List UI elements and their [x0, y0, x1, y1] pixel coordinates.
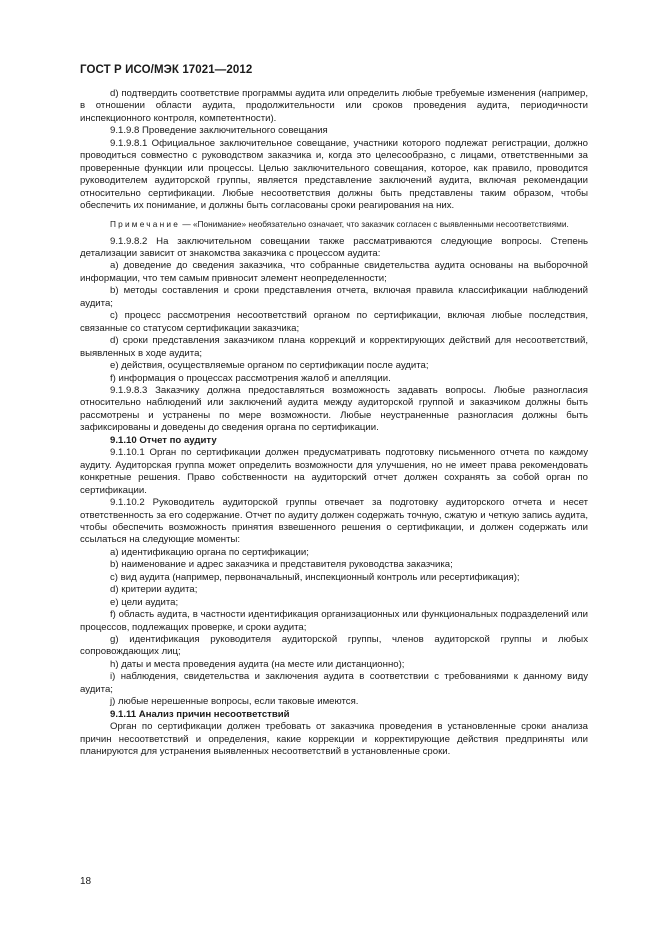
paragraph: 9.1.9.8.2 На заключительном совещании также рассматриваются следующие вопросы. Степень детализации зависит от знакомства заказчика с процессом аудита:	[80, 235, 588, 259]
list-item: a) идентификацию органа по сертификации;	[110, 546, 309, 558]
page-number: 18	[80, 876, 92, 887]
list-item: b) методы составления и сроки представления отчета, включая правила классификации наблюдений аудита;	[80, 285, 588, 309]
note	[80, 219, 588, 230]
note-label: Примечание	[110, 218, 181, 229]
list-item: a) доведение до сведения заказчика, что собранные свидетельства аудита основаны на выборочной информации, что тем самым привносит элемент неопределенности;	[80, 260, 588, 284]
list-item: j) любые нерешенные вопросы, если таковые имеются.	[110, 696, 359, 708]
list-item: f) область аудита, в частности идентификация организационных или функциональных подразделений или процессов, подлежащих проверке, и сроки аудита;	[80, 609, 588, 633]
list-item: e) цели аудита;	[110, 596, 179, 608]
paragraph: 9.1.10.2 Руководитель аудиторской группы отвечает за подготовку аудиторского отчета и несет ответственность за его содержание. Отчет по аудиту должен содержать точную, сжатую и четкую запись аудита, чтобы обеспечить возможность принятия взвешенного решения о сертификации, и должен содержать или ссылаться на следующие моменты:	[80, 497, 588, 546]
paragraph: Орган по сертификации должен требовать от заказчика проведения в установленные сроки анализа причин несоответствий и определения, какие коррекции и корректирующие действия предприняты или планируются для устранения выявленных несоответствий в установленные сроки.	[80, 721, 588, 758]
list-item: c) процесс рассмотрения несоответствий органом по сертификации, включая любые последствия, связанные со статусом сертификации заказчика;	[80, 310, 588, 334]
list-item: d) критерии аудита;	[110, 584, 198, 596]
paragraph: d) подтвердить соответствие программы аудита или определить любые требуемые изменения (например, в отношении области аудита, продолжительности или сроков проведения аудита, периодичности инспекционного контроля, компетентности).	[80, 88, 588, 124]
list-item: h) даты и места проведения аудита (на месте или дистанционно);	[110, 658, 405, 670]
paragraph: 9.1.9.8.3 Заказчику должна предоставляться возможность задавать вопросы. Любые разногласия относительно наблюдений или заключений аудита между аудиторской группой и заказчиком должны быть рассмотрены и устранены по мере возможности. Любые неустраненные разногласия должны быть зафиксированы и доведены до сведения органа по сертификации.	[80, 384, 588, 434]
list-item: f) информация о процессах рассмотрения жалоб и апелляции.	[110, 372, 391, 384]
list-item: b) наименование и адрес заказчика и представителя руководства заказчика;	[110, 559, 453, 571]
section-heading: 9.1.11 Анализ причин несоответствий	[110, 708, 290, 720]
paragraph: 9.1.10.1 Орган по сертификации должен предусматривать подготовку письменного отчета по каждому аудиту. Аудиторская группа может определить возможности для улучшения, но не имеет права рекомендовать конкретные решения. Право собственности на аудиторский отчет должен сохранять за собой орган по сертификации.	[80, 447, 588, 496]
list-item: i) наблюдения, свидетельства и заключения аудита в соответствии с требованиями к данному виду аудита;	[80, 671, 588, 695]
list-item: c) вид аудита (например, первоначальный, инспекционный контроль или ресертификация);	[110, 571, 520, 583]
section-heading: 9.1.10 Отчет по аудиту	[110, 434, 217, 446]
document-body	[80, 88, 588, 759]
note-text: — «Понимание» необязательно означает, что заказчик согласен с выявленными несоответствиями.	[180, 218, 569, 229]
list-item: g) идентификация руководителя аудиторской группы, членов аудиторской группы и любых сопровождающих лиц;	[80, 634, 588, 658]
section-heading: 9.1.9.8 Проведение заключительного совещания	[110, 125, 328, 137]
paragraph: 9.1.9.8.1 Официальное заключительное совещание, участники которого подлежат регистрации, должно проводиться совместно с руководством заказчика и, когда это целесообразно, с лицами, ответственными за проверенные функции или процессы. Целью заключительного совещания, которое, как правило, проводится руководителем аудиторской группы, является представление заключений аудита, включая рекомендации относительно сертификации. Любые несоответствия должны быть представлены таким образом, чтобы обеспечить их понимание, и должны быть согласованы сроки реагирования на них.	[80, 137, 588, 212]
list-item: e) действия, осуществляемые органом по сертификации после аудита;	[110, 360, 429, 372]
list-item: d) сроки представления заказчиком плана коррекций и корректирующих действий для несоответствий, выявленных в ходе аудита;	[80, 335, 588, 359]
document-header: ГОСТ Р ИСО/МЭК 17021—2012	[80, 64, 253, 76]
